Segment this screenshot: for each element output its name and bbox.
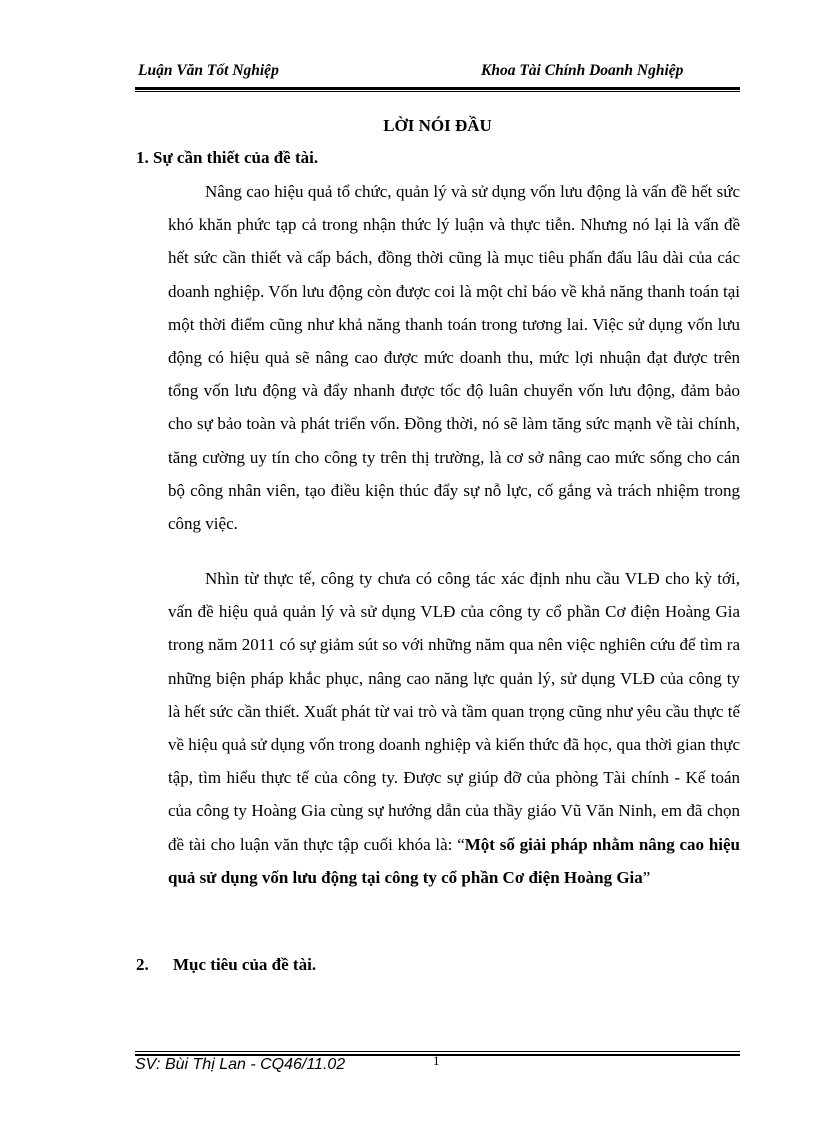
paragraph-1-text: Nâng cao hiệu quả tổ chức, quản lý và sử dụng vốn lưu động là vấn đề hết sức khó khăn phức tạp cả trong nhận thức lý luận và thực tiễn. Nhưng nó lại là vấn đề hết sức cần thiết và cấp bách, đồng thời cũng là mục tiêu phấn đấu lâu dài của các doanh nghiệp. Vốn lưu động còn được coi là một chỉ báo về khả năng thanh toán tại một thời điểm cũng như khả năng thanh toán trong tương lai. Việc sử dụng vốn lưu động có hiệu quả sẽ nâng cao được mức doanh thu, mức lợi nhuận đạt được trên tổng vốn lưu động và đẩy nhanh được tốc độ luân chuyển vốn lưu động, đảm bảo cho sự bảo toàn và phát triển vốn. Đồng thời, nó sẽ làm tăng sức mạnh về tài chính, tăng cường uy tín cho công ty trên thị trường, là cơ sở nâng cao mức sống cho cán bộ công nhân viên, tạo điều kiện thúc đẩy sự nỗ lực, cố gắng và trách nhiệm trong công việc. bbox=[168, 182, 740, 534]
header-divider bbox=[135, 87, 740, 90]
section-2-number: 2. bbox=[136, 955, 149, 974]
section-1-paragraph-1 bbox=[168, 175, 740, 540]
thesis-topic: Một số giải pháp nhằm nâng cao hiệu quả sử dụng vốn lưu động tại công ty cổ phần Cơ điện Hoàng Gia bbox=[168, 834, 741, 887]
section-1-paragraph-2 bbox=[168, 562, 740, 894]
header-right-text: Khoa Tài Chính Doanh Nghiệp bbox=[481, 62, 684, 79]
footer-author: SV: Bùi Thị Lan - CQ46/11.02 bbox=[135, 1056, 346, 1073]
page-number: 1 bbox=[433, 1053, 440, 1068]
footer-divider bbox=[135, 1051, 740, 1052]
header-divider-thin bbox=[135, 91, 740, 92]
paragraph-2-text: Nhìn từ thực tế, công ty chưa có công tác xác định nhu cầu VLĐ cho kỳ tới, vấn đề hiệu quả quản lý và sử dụng VLĐ của công ty cổ phần Cơ điện Hoàng Gia trong năm 2011 có sự giảm sút so với những năm qua nên việc nghiên cứu để tìm ra những biện pháp khắc phục, nâng cao năng lực quản lý, sử dụng VLĐ của công ty là hết sức cần thiết. Xuất phát từ vai trò và tầm quan trọng cũng như yêu cầu thực tế về hiệu quả sử dụng vốn trong doanh nghiệp và kiến thức đã học, qua thời gian thực tập, tìm hiểu thực tế của công ty. Được sự giúp đỡ của phòng Tài chính - Kế toán của công ty Hoàng Gia cùng sự hướng dẫn của thầy giáo Vũ Văn Ninh, em đã chọn đề tài cho luận văn thực tập cuối khóa là: “ bbox=[168, 569, 741, 854]
section-2-heading bbox=[136, 955, 316, 975]
section-1-heading: 1. Sự cần thiết của đề tài. bbox=[136, 148, 319, 167]
header-left-text: Luận Văn Tốt Nghiệp bbox=[138, 62, 279, 79]
page-title: LỜI NÓI ĐẦU bbox=[383, 116, 492, 135]
closing-quote: ” bbox=[642, 867, 651, 887]
section-2-title: Mục tiêu của đề tài. bbox=[173, 955, 317, 974]
